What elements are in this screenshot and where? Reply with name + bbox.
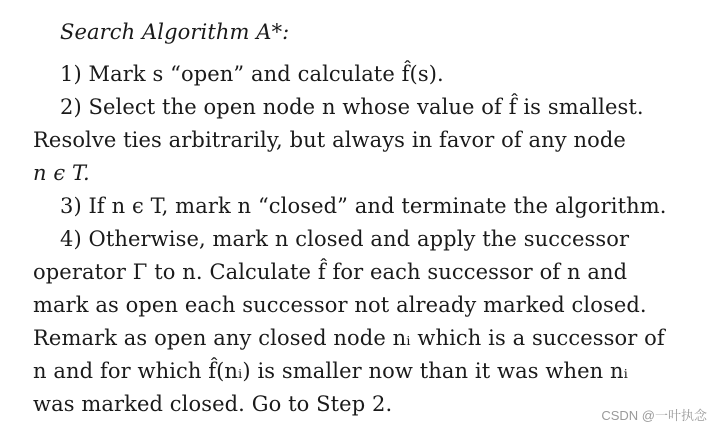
step-4-line-2: operator Γ to n. Calculate f̂ for each successor of n and <box>33 260 628 284</box>
step-4-line-5: n and for which f̂(nᵢ) is smaller now than it was when nᵢ <box>33 359 628 383</box>
step-2-line-3: n ϵ T. <box>33 161 90 185</box>
step-4-line-4: Remark as open any closed node nᵢ which is a successor of <box>33 326 665 350</box>
algorithm-title: Search Algorithm A*: <box>60 20 290 44</box>
step-4-line-3: mark as open each successor not already marked closed. <box>33 293 647 317</box>
step-1-line-1: 1) Mark s “open” and calculate f̂(s). <box>60 62 444 86</box>
step-4-line-6: was marked closed. Go to Step 2. <box>33 392 393 416</box>
step-2-line-2: Resolve ties arbitrarily, but always in favor of any node <box>33 128 626 152</box>
step-2-line-1: 2) Select the open node n whose value of f̂ is smallest. <box>60 95 644 119</box>
step-4-line-1: 4) Otherwise, mark n closed and apply the successor <box>60 227 630 251</box>
watermark: CSDN @一叶执念 <box>601 408 707 423</box>
step-3-line-1: 3) If n ϵ T, mark n “closed” and terminate the algorithm. <box>60 194 667 218</box>
